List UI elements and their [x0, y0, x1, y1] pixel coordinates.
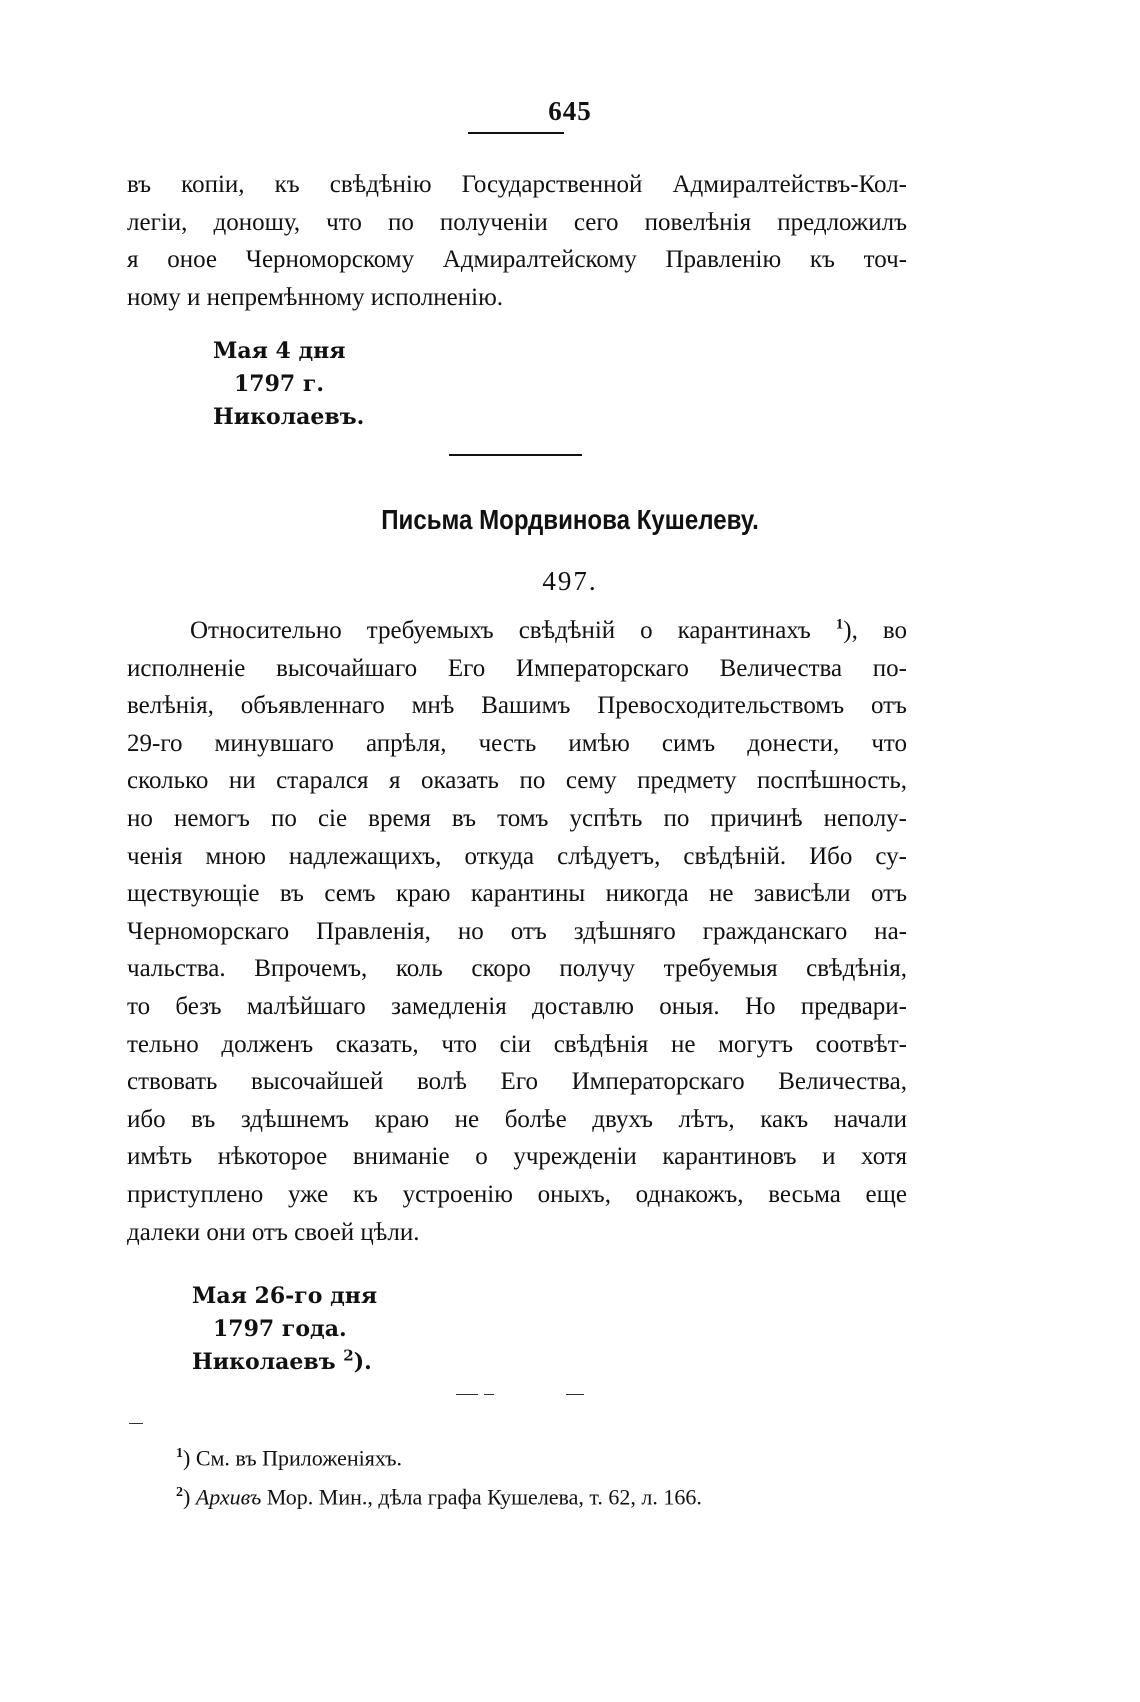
letter-number: 497.: [542, 566, 598, 596]
footnote-ref: 2: [343, 1346, 354, 1365]
text-line: ченія мною надлежащихъ, откуда слѣдуетъ, свѣдѣній. Ибо су-: [127, 842, 907, 870]
text-line: ному и непремѣнному исполненію.: [127, 283, 504, 311]
text-line: велѣнія, объявленнаго мнѣ Вашимъ Превосходительствомъ отъ: [127, 692, 907, 720]
text-line: то безъ малѣйшаго замедленія доставлю оныя. Но предвари-: [127, 992, 907, 1020]
text-line: ствовать высочайшей волѣ Его Императорскаго Величества,: [127, 1068, 907, 1096]
signature-date: Мая 4 дня: [213, 338, 346, 364]
text-segment: ), во: [843, 617, 907, 644]
footnote-close: ): [183, 1445, 191, 1471]
footnote-mark: 1: [176, 1446, 183, 1461]
text-line: 29-го минувшаго апрѣля, честь имѣю симъ донести, что: [127, 729, 907, 757]
signature-block: [213, 335, 364, 434]
text-line: чальства. Впрочемъ, коль скоро получу требуемыя свѣдѣнія,: [127, 955, 907, 983]
signature-place-text: Николаевъ: [192, 1349, 344, 1375]
signature-year: 1797 года.: [213, 1316, 347, 1342]
text-line: далеки они отъ своей цѣли.: [127, 1218, 420, 1246]
text-line: въ копіи, къ свѣдѣнію Государственной Адмиралтействъ-Кол-: [127, 171, 907, 198]
footnote-ref: 1: [835, 616, 844, 633]
text-segment: Относительно требуемыхъ свѣдѣній о карантинахъ: [190, 617, 836, 644]
text-line: я оное Черноморскому Адмиралтейскому Правленію къ точ-: [127, 246, 907, 274]
signature-block: [192, 1280, 377, 1379]
text-line: ществующіе въ семъ краю карантины никогда не зависѣли отъ: [127, 880, 907, 908]
letter-body: [127, 612, 907, 1251]
footnotes: [176, 1436, 702, 1515]
footnote-mark: 2: [176, 1485, 183, 1501]
text-line: ибо въ здѣшнемъ краю не болѣе двухъ лѣтъ, какъ начали: [127, 1105, 907, 1133]
text-line: приступлено уже къ устроенію оныхъ, однакожъ, весьма еще: [127, 1180, 907, 1208]
signature-place-close: ).: [353, 1349, 372, 1375]
separator-dash: [484, 1394, 494, 1395]
text-line: тельно долженъ сказать, что сіи свѣдѣнія не могутъ соотвѣт-: [127, 1030, 907, 1058]
footnote-close: ): [183, 1484, 191, 1510]
footnote-2: [176, 1475, 702, 1514]
signature-year: 1797 г.: [234, 371, 325, 397]
separator-dash: [566, 1394, 584, 1395]
footnote-text: Мор. Мин., дѣла графа Кушелева, т. 62, л. 166.: [261, 1484, 702, 1510]
page-number: 645: [548, 96, 592, 126]
section-title: Письма Мордвинова Кушелеву.: [381, 504, 759, 535]
signature-place: [192, 1346, 377, 1379]
separator-dash: [456, 1394, 478, 1395]
text-line: исполненіе высочайшаго Его Императорскаго Величества по-: [127, 654, 907, 682]
footnote-rule: [129, 1423, 143, 1424]
text-line: имѣть нѣкоторое вниманіе о учрежденіи карантиновъ и хотя: [127, 1143, 907, 1171]
text-line: но немогъ по сіе время въ томъ успѣть по причинѣ неполу-: [127, 804, 907, 832]
page-number-rule: [468, 132, 564, 134]
paragraph-continuation: [127, 166, 907, 316]
text-line: Черноморскаго Правленія, но отъ здѣшняго гражданскаго на-: [127, 917, 907, 945]
signature-date: Мая 26-го дня: [192, 1283, 378, 1309]
footnote-1: [176, 1436, 702, 1475]
text-line: легіи, доношу, что по полученіи сего повелѣнія предложилъ: [127, 208, 907, 236]
text-line: сколько ни старался я оказать по сему предмету поспѣшность,: [127, 767, 907, 795]
footnote-source-italic: Архивъ: [190, 1484, 262, 1510]
signature-place: Николаевъ.: [213, 404, 365, 430]
footnote-text: См. въ Приложеніяхъ.: [190, 1445, 402, 1471]
section-divider: [449, 454, 582, 456]
text-line-first: [127, 612, 907, 650]
